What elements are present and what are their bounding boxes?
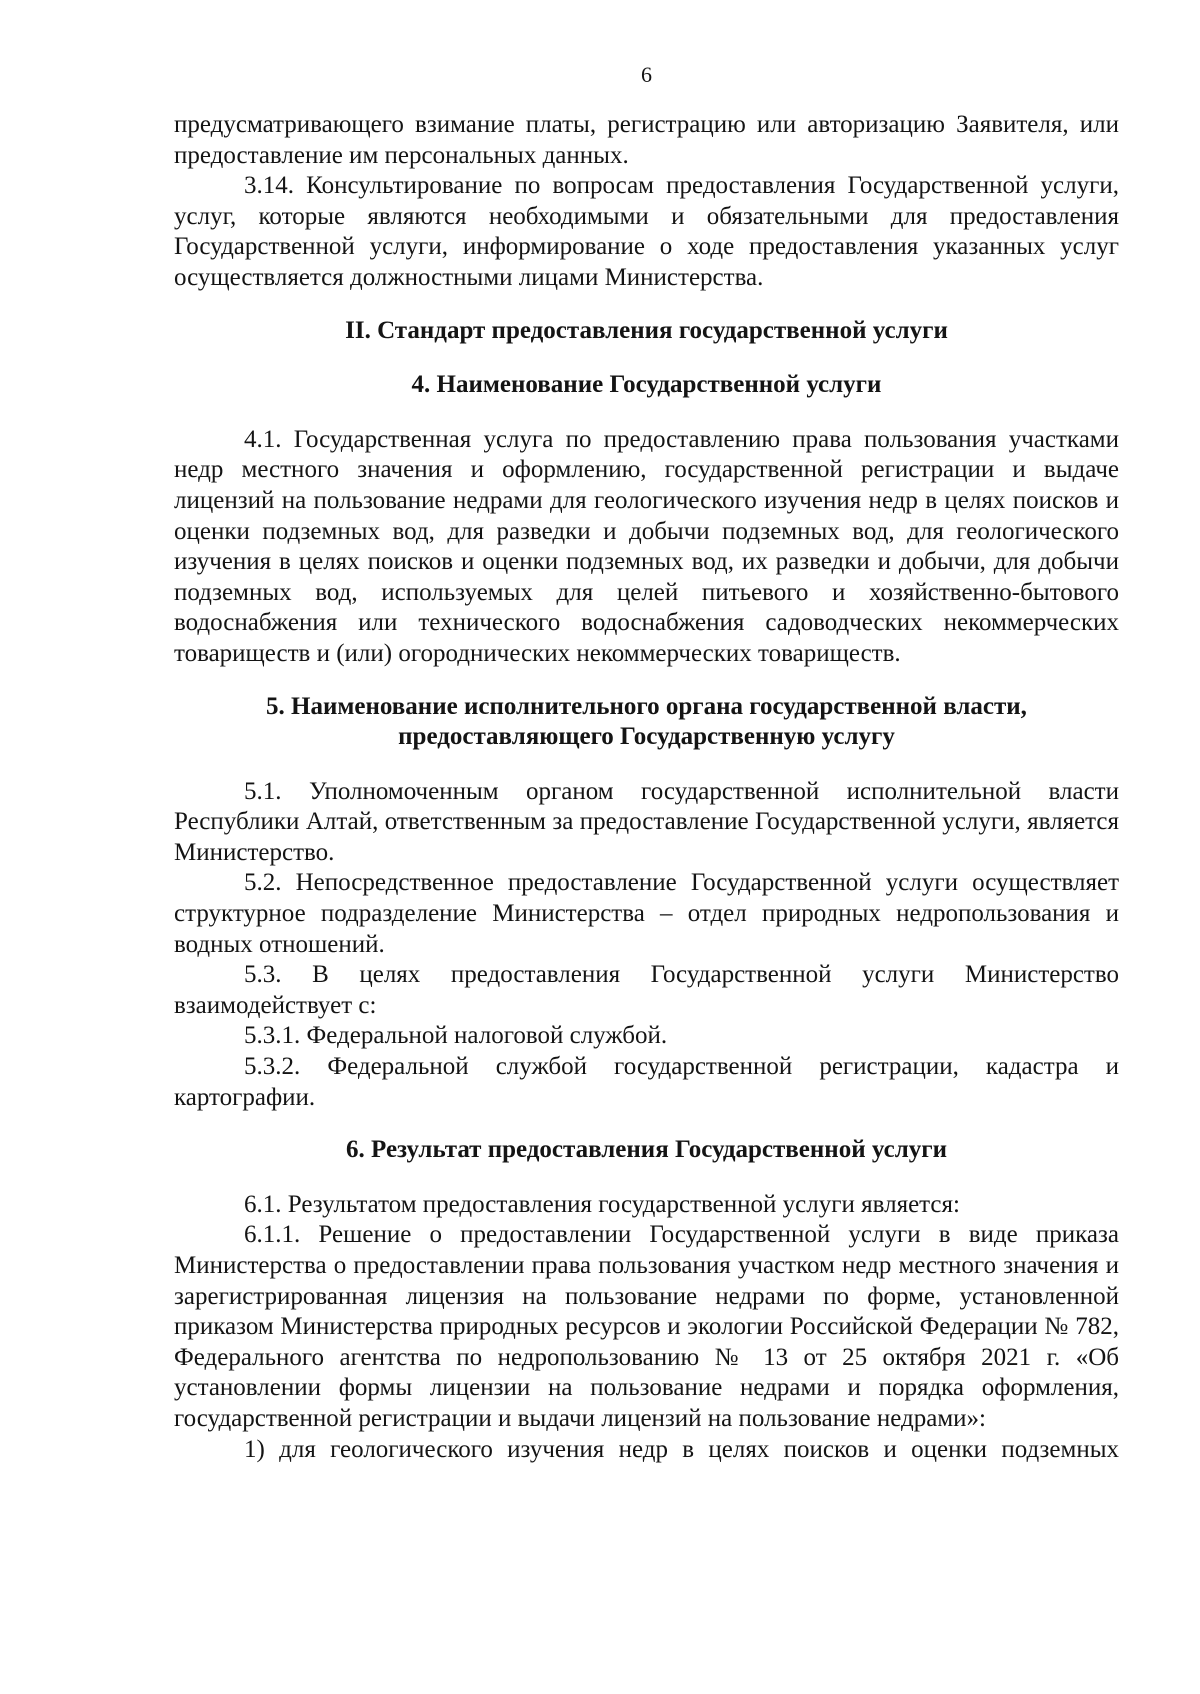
paragraph-5-3-1: 5.3.1. Федеральной налоговой службой. [244,1022,668,1050]
heading-6: 6. Результат предоставления Государственной услуги [346,1136,947,1164]
paragraph-3-14: 3.14. Консультирование по вопросам предоставления Государственной услуги, услуг, которые являются необходимыми и обязательными для предоставления Государственной услуги, информирование о ходе предоставления указанных услуг осуществляется должностными лицами Министерства. [174,172,1119,291]
paragraph-continuation: предусматривающего взимание платы, регистрацию или авторизацию Заявителя, или предоставление им персональных данных. [174,111,1119,169]
heading-5-line1: 5. Наименование исполнительного органа государственной власти, [266,692,1027,720]
paragraph-6-1: 6.1. Результатом предоставления государственной услуги является: [244,1190,960,1218]
heading-section-2: II. Стандарт предоставления государственной услуги [345,316,948,344]
document-page [174,60,1119,1465]
page-number: 6 [641,62,652,87]
paragraph-5-3-2: 5.3.2. Федеральной службой государственной регистрации, кадастра и картографии. [174,1053,1119,1111]
paragraph-5-1: 5.1. Уполномоченным органом государственной исполнительной власти Республики Алтай, ответственным за предоставление Государственной услуги, является Министерство. [174,777,1119,866]
paragraph-5-2: 5.2. Непосредственное предоставление Государственной услуги осуществляет структурное подразделение Министерства – отдел природных недропользования и водных отношений. [174,869,1119,958]
paragraph-6-1-1: 6.1.1. Решение о предоставлении Государственной услуги в виде приказа Министерства о предоставлении права пользования участком недр местного значения и зарегистрированная лицензия на пользование недрами по форме, установленной приказом Министерства природных ресурсов и экологии Российской Федерации № 782, Федерального агентства по недропользованию № 13 от 25 октября 2021 г. «Об установлении формы лицензии на пользование недрами и порядка оформления, государственной регистрации и выдачи лицензий на пользование недрами»: [174,1221,1119,1432]
heading-4: 4. Наименование Государственной услуги [411,371,882,399]
paragraph-5-3: 5.3. В целях предоставления Государственной услуги Министерство взаимодействует с: [174,961,1119,1019]
paragraph-6-1-1-item-1: 1) для геологического изучения недр в целях поисков и оценки подземных [244,1435,1119,1463]
heading-5-line2: предоставляющего Государственную услугу [398,723,895,751]
paragraph-4-1: 4.1. Государственная услуга по предоставлению права пользования участками недр местного значения и оформлению, государственной регистрации и выдаче лицензий на пользование недрами для геологического изучения недр в целях поисков и оценки подземных вод, для разведки и добычи подземных вод, для геологического изучения в целях поисков и оценки подземных вод, их разведки и добычи, для добычи подземных вод, используемых для целей питьевого и хозяйственно-бытового водоснабжения или технического водоснабжения садоводческих некоммерческих товариществ и (или) огороднических некоммерческих товариществ. [174,425,1119,667]
